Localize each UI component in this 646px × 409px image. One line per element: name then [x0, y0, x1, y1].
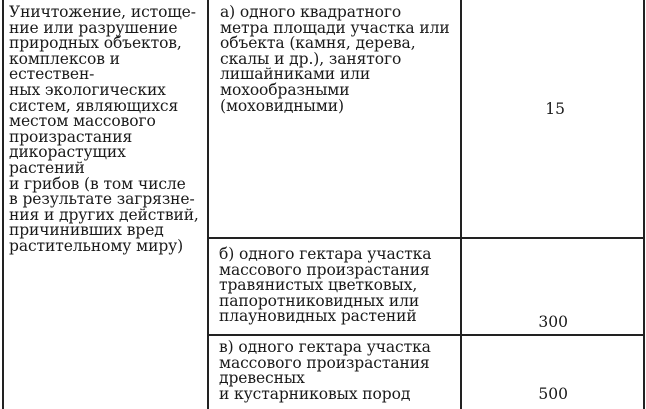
table-border-right [643, 0, 645, 409]
table-border-left [2, 0, 4, 409]
violation-description: Уничтожение, истоще- ние или разрушение природных объектов, комплексов и естествен- ных экологических систем, являющихся местом массового произрастания дикорастущих растений и грибов (в том числе в результате загрязне- ния и других действий, причинивших вред растительному миру) [9, 3, 199, 255]
row-b-value: 300 [538, 313, 568, 331]
row-c-value: 500 [538, 385, 568, 403]
row-a-description: а) одного квадратного метра площади участка или объекта (камня, дерева, скалы и др.), занятого лишайниками или мохообразными (моховидными) [220, 3, 450, 115]
table-row-divider-1 [207, 237, 644, 239]
table-row-divider-2 [207, 334, 644, 336]
row-b-description: б) одного гектара участка массового произрастания травянистых цветковых, папоротниковидных или плауновидных растений [219, 245, 432, 326]
row-c-description: в) одного гектара участка массового произрастания древесных и кустарниковых пород [219, 338, 431, 403]
table-divider-col2 [460, 0, 462, 409]
table-divider-col1 [207, 0, 209, 409]
row-a-value: 15 [545, 100, 565, 118]
